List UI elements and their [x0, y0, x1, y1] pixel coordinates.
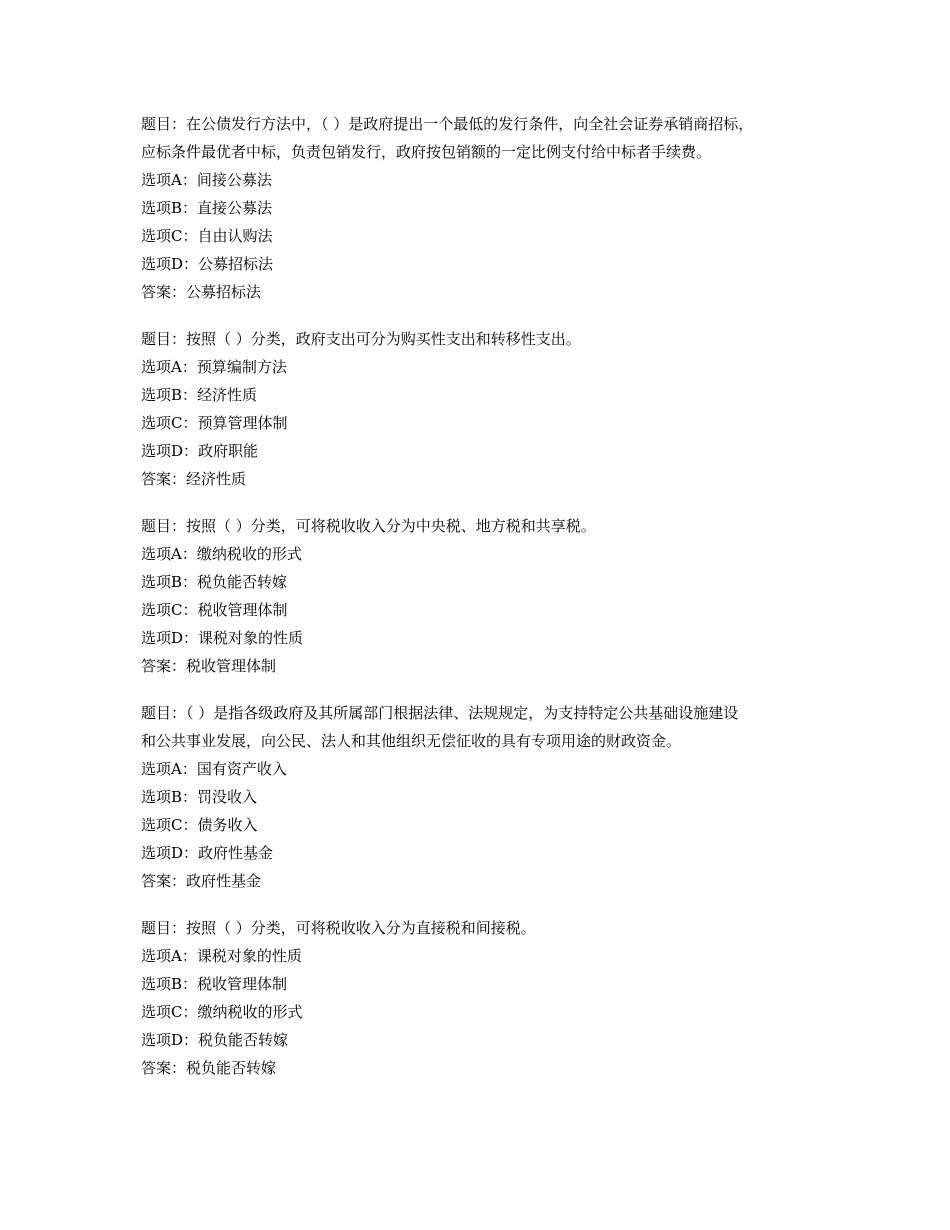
question-stem-line: 题目：按照（ ）分类，政府支出可分为购买性支出和转移性支出。 [141, 330, 581, 348]
option-c: 选项C：债务收入 [141, 816, 258, 834]
question-block-5 [141, 914, 841, 1082]
option-d: 选项D：政府性基金 [141, 844, 274, 862]
answer: 答案：政府性基金 [141, 872, 262, 890]
option-b: 选项B：税负能否转嫁 [141, 573, 288, 591]
option-b: 选项B：直接公募法 [141, 199, 273, 217]
question-stem-line: 题目：按照（ ）分类，可将税收收入分为中央税、地方税和共享税。 [141, 517, 596, 535]
option-a: 选项A：间接公募法 [141, 171, 272, 189]
option-a: 选项A：课税对象的性质 [141, 947, 302, 965]
question-block-4 [141, 699, 841, 895]
question-stem-line: 题目：（ ）是指各级政府及其所属部门根据法律、法规规定，为支持特定公共基础设施建设 [141, 704, 739, 722]
answer: 答案：税负能否转嫁 [141, 1059, 277, 1077]
option-a: 选项A：国有资产收入 [141, 760, 287, 778]
question-block-1 [141, 110, 841, 306]
question-block-3 [141, 512, 841, 680]
question-stem-line: 题目：在公债发行方法中，（ ）是政府提出一个最低的发行条件，向全社会证券承销商招标， [141, 115, 754, 133]
question-stem-line: 题目：按照（ ）分类，可将税收收入分为直接税和间接税。 [141, 919, 536, 937]
option-c: 选项C：缴纳税收的形式 [141, 1003, 303, 1021]
option-c: 选项C：预算管理体制 [141, 414, 288, 432]
option-b: 选项B：税收管理体制 [141, 975, 288, 993]
question-stem-line: 应标条件最优者中标，负责包销发行，政府按包销额的一定比例支付给中标者手续费。 [141, 143, 712, 161]
question-block-2 [141, 325, 841, 493]
option-c: 选项C：税收管理体制 [141, 601, 288, 619]
option-d: 选项D：政府职能 [141, 442, 259, 460]
option-c: 选项C：自由认购法 [141, 227, 273, 245]
option-a: 选项A：缴纳税收的形式 [141, 545, 302, 563]
option-a: 选项A：预算编制方法 [141, 358, 287, 376]
option-d: 选项D：课税对象的性质 [141, 629, 304, 647]
answer: 答案：经济性质 [141, 470, 247, 488]
document-body [141, 110, 841, 1101]
option-b: 选项B：经济性质 [141, 386, 258, 404]
question-stem-line: 和公共事业发展，向公民、法人和其他组织无偿征收的具有专项用途的财政资金。 [141, 732, 682, 750]
option-b: 选项B：罚没收入 [141, 788, 258, 806]
answer: 答案：公募招标法 [141, 283, 262, 301]
option-d: 选项D：公募招标法 [141, 255, 274, 273]
answer: 答案：税收管理体制 [141, 657, 277, 675]
option-d: 选项D：税负能否转嫁 [141, 1031, 289, 1049]
